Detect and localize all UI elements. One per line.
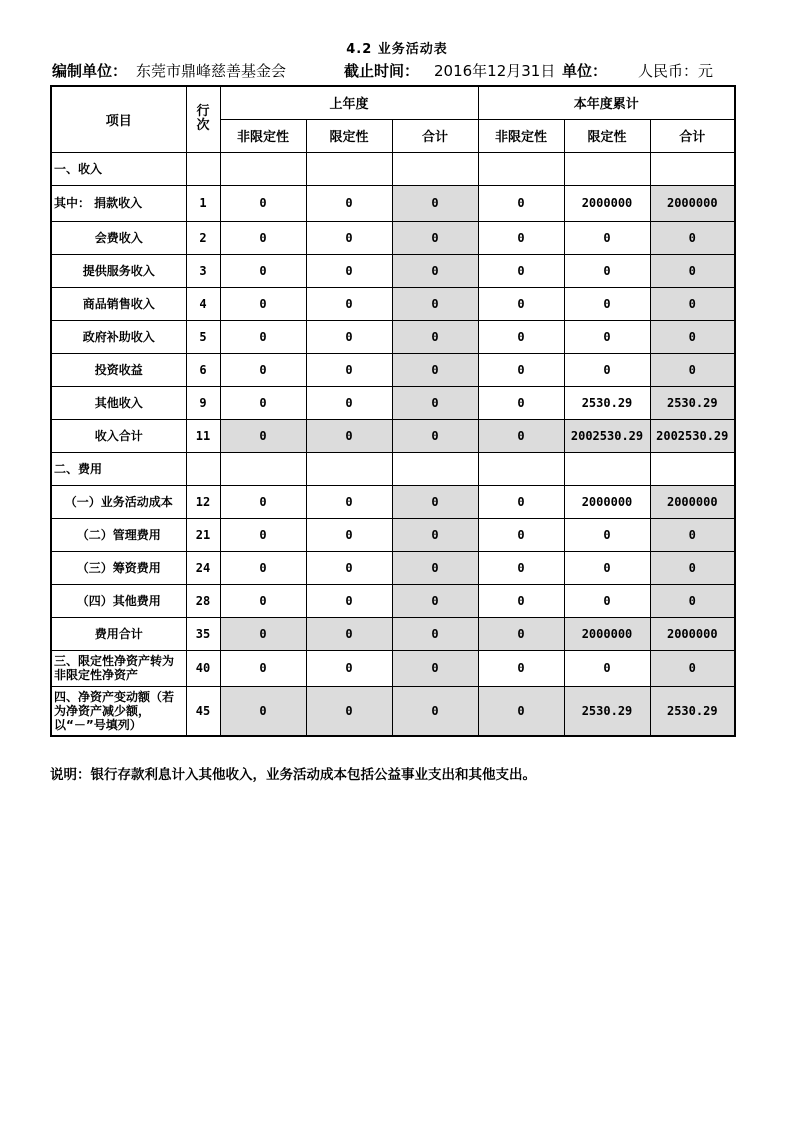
value-cell: [650, 452, 735, 485]
value-cell: 0: [306, 185, 392, 221]
value-cell: 2530.29: [650, 386, 735, 419]
value-cell: 0: [478, 650, 564, 686]
row-label: 其他收入: [51, 386, 186, 419]
header-prev-unrestricted: 非限定性: [220, 119, 306, 152]
value-cell: [220, 152, 306, 185]
value-cell: 0: [220, 650, 306, 686]
value-cell: 2000000: [564, 617, 650, 650]
table-row: [51, 551, 735, 584]
row-line-number: 45: [186, 686, 220, 736]
value-cell: 0: [306, 287, 392, 320]
value-cell: [478, 152, 564, 185]
row-line-number: 11: [186, 419, 220, 452]
value-cell: 0: [650, 287, 735, 320]
row-label: 会费收入: [51, 221, 186, 254]
value-cell: 0: [220, 419, 306, 452]
table-row: [51, 518, 735, 551]
row-line-number: 28: [186, 584, 220, 617]
value-cell: 0: [564, 254, 650, 287]
value-cell: 2000000: [564, 485, 650, 518]
value-cell: 0: [220, 287, 306, 320]
value-cell: 0: [392, 287, 478, 320]
row-line-number: 9: [186, 386, 220, 419]
value-cell: [220, 452, 306, 485]
value-cell: 0: [306, 386, 392, 419]
header-curr-unrestricted: 非限定性: [478, 119, 564, 152]
value-cell: [478, 452, 564, 485]
value-cell: 0: [392, 518, 478, 551]
value-cell: 0: [478, 419, 564, 452]
value-cell: 0: [306, 485, 392, 518]
value-cell: 0: [478, 485, 564, 518]
row-label: （四）其他费用: [51, 584, 186, 617]
value-cell: [306, 152, 392, 185]
value-cell: 0: [220, 353, 306, 386]
value-cell: 0: [650, 551, 735, 584]
row-label: 提供服务收入: [51, 254, 186, 287]
value-cell: 0: [306, 617, 392, 650]
value-cell: 0: [306, 584, 392, 617]
date-label: 截止时间：: [344, 62, 420, 80]
org-label: 编制单位：: [52, 62, 128, 80]
value-cell: 0: [650, 518, 735, 551]
unit-label: 单位：: [562, 62, 608, 80]
value-cell: 0: [478, 584, 564, 617]
table-row: [51, 254, 735, 287]
row-label: （三）筹资费用: [51, 551, 186, 584]
table-row: [51, 485, 735, 518]
header-line: [186, 86, 220, 152]
row-label: 费用合计: [51, 617, 186, 650]
value-cell: 0: [478, 518, 564, 551]
value-cell: 0: [478, 254, 564, 287]
value-cell: 0: [306, 221, 392, 254]
value-cell: 0: [220, 485, 306, 518]
value-cell: 0: [650, 584, 735, 617]
row-line-number: 4: [186, 287, 220, 320]
table-body: [51, 152, 735, 736]
header-prev-restricted: 限定性: [306, 119, 392, 152]
value-cell: 0: [392, 584, 478, 617]
value-cell: 0: [220, 320, 306, 353]
value-cell: 0: [392, 221, 478, 254]
value-cell: 0: [220, 686, 306, 736]
header-prev-year: 上年度: [220, 86, 478, 119]
value-cell: 0: [392, 551, 478, 584]
row-line-number: [186, 452, 220, 485]
value-cell: [392, 152, 478, 185]
value-cell: 0: [392, 485, 478, 518]
value-cell: 0: [392, 386, 478, 419]
row-line-number: 6: [186, 353, 220, 386]
value-cell: 0: [392, 254, 478, 287]
date-value: 2016年12月31日: [434, 62, 556, 80]
row-label: （一）业务活动成本: [51, 485, 186, 518]
value-cell: [564, 152, 650, 185]
row-line-number: 5: [186, 320, 220, 353]
value-cell: 0: [220, 185, 306, 221]
table-row: [51, 185, 735, 221]
value-cell: 0: [478, 617, 564, 650]
value-cell: 0: [220, 584, 306, 617]
value-cell: 0: [306, 551, 392, 584]
value-cell: 0: [220, 386, 306, 419]
org-value: 东莞市鼎峰慈善基金会: [136, 62, 287, 80]
value-cell: 0: [220, 518, 306, 551]
value-cell: 2000000: [650, 485, 735, 518]
value-cell: 0: [306, 686, 392, 736]
value-cell: 0: [564, 518, 650, 551]
row-line-number: 24: [186, 551, 220, 584]
table-row: [51, 452, 735, 485]
table-row: [51, 617, 735, 650]
value-cell: 0: [306, 320, 392, 353]
value-cell: 2530.29: [564, 386, 650, 419]
row-line-number: 35: [186, 617, 220, 650]
value-cell: 0: [478, 386, 564, 419]
header-curr-total: 合计: [650, 119, 735, 152]
table-row: [51, 650, 735, 686]
row-line-number: 12: [186, 485, 220, 518]
value-cell: 0: [306, 254, 392, 287]
value-cell: 0: [306, 650, 392, 686]
value-cell: [650, 152, 735, 185]
row-line-number: 21: [186, 518, 220, 551]
table-row: [51, 320, 735, 353]
value-cell: 0: [564, 320, 650, 353]
value-cell: 2002530.29: [564, 419, 650, 452]
table-row: [51, 686, 735, 736]
row-line-number: 40: [186, 650, 220, 686]
value-cell: 0: [564, 353, 650, 386]
value-cell: 0: [306, 518, 392, 551]
value-cell: 0: [564, 650, 650, 686]
table-row: [51, 386, 735, 419]
row-label: 投资收益: [51, 353, 186, 386]
value-cell: 2530.29: [564, 686, 650, 736]
value-cell: 0: [220, 617, 306, 650]
value-cell: 0: [650, 221, 735, 254]
value-cell: 0: [478, 185, 564, 221]
row-label: 一、收入: [51, 152, 186, 185]
value-cell: 0: [564, 287, 650, 320]
table-row: [51, 584, 735, 617]
value-cell: 0: [392, 185, 478, 221]
value-cell: 2000000: [650, 617, 735, 650]
value-cell: 0: [478, 686, 564, 736]
row-label: 政府补助收入: [51, 320, 186, 353]
value-cell: 0: [478, 287, 564, 320]
business-activity-table: [50, 85, 736, 737]
value-cell: 2000000: [564, 185, 650, 221]
value-cell: 0: [392, 617, 478, 650]
value-cell: [564, 452, 650, 485]
table-row: [51, 152, 735, 185]
row-label: 商品销售收入: [51, 287, 186, 320]
value-cell: 0: [392, 650, 478, 686]
value-cell: [392, 452, 478, 485]
value-cell: 2530.29: [650, 686, 735, 736]
report-note: 说明：银行存款利息计入其他收入，业务活动成本包括公益事业支出和其他支出。: [50, 767, 536, 783]
value-cell: 0: [478, 353, 564, 386]
value-cell: 0: [392, 320, 478, 353]
row-line-number: [186, 152, 220, 185]
table-row: [51, 287, 735, 320]
value-cell: [306, 452, 392, 485]
value-cell: 0: [306, 353, 392, 386]
value-cell: 0: [650, 254, 735, 287]
report-meta: [52, 60, 742, 80]
value-cell: 2002530.29: [650, 419, 735, 452]
value-cell: 0: [220, 221, 306, 254]
header-item: 项目: [51, 86, 186, 152]
table-row: [51, 419, 735, 452]
row-label: 三、限定性净资产转为非限定性净资产: [51, 650, 186, 686]
header-curr-restricted: 限定性: [564, 119, 650, 152]
row-label: 四、净资产变动额（若为净资产减少额，以“－”号填列）: [51, 686, 186, 736]
value-cell: 0: [478, 320, 564, 353]
value-cell: 0: [220, 551, 306, 584]
value-cell: 0: [392, 419, 478, 452]
value-cell: 0: [478, 221, 564, 254]
row-line-number: 3: [186, 254, 220, 287]
header-line-text: 行次: [196, 104, 210, 134]
row-label: 收入合计: [51, 419, 186, 452]
value-cell: 0: [478, 551, 564, 584]
value-cell: 0: [306, 419, 392, 452]
value-cell: 0: [650, 320, 735, 353]
value-cell: 0: [564, 221, 650, 254]
row-label: （二）管理费用: [51, 518, 186, 551]
value-cell: 0: [564, 584, 650, 617]
report-title: 4.2 业务活动表: [346, 42, 448, 57]
row-label: 其中： 捐款收入: [51, 185, 186, 221]
value-cell: 0: [650, 650, 735, 686]
value-cell: 0: [564, 551, 650, 584]
value-cell: 0: [220, 254, 306, 287]
row-line-number: 1: [186, 185, 220, 221]
table-row: [51, 353, 735, 386]
table-row: [51, 221, 735, 254]
row-line-number: 2: [186, 221, 220, 254]
header-curr-year: 本年度累计: [478, 86, 735, 119]
row-label: 二、费用: [51, 452, 186, 485]
value-cell: 0: [650, 353, 735, 386]
header-prev-total: 合计: [392, 119, 478, 152]
value-cell: 0: [392, 686, 478, 736]
value-cell: 0: [392, 353, 478, 386]
value-cell: 2000000: [650, 185, 735, 221]
unit-value: 人民币：元: [638, 62, 714, 80]
